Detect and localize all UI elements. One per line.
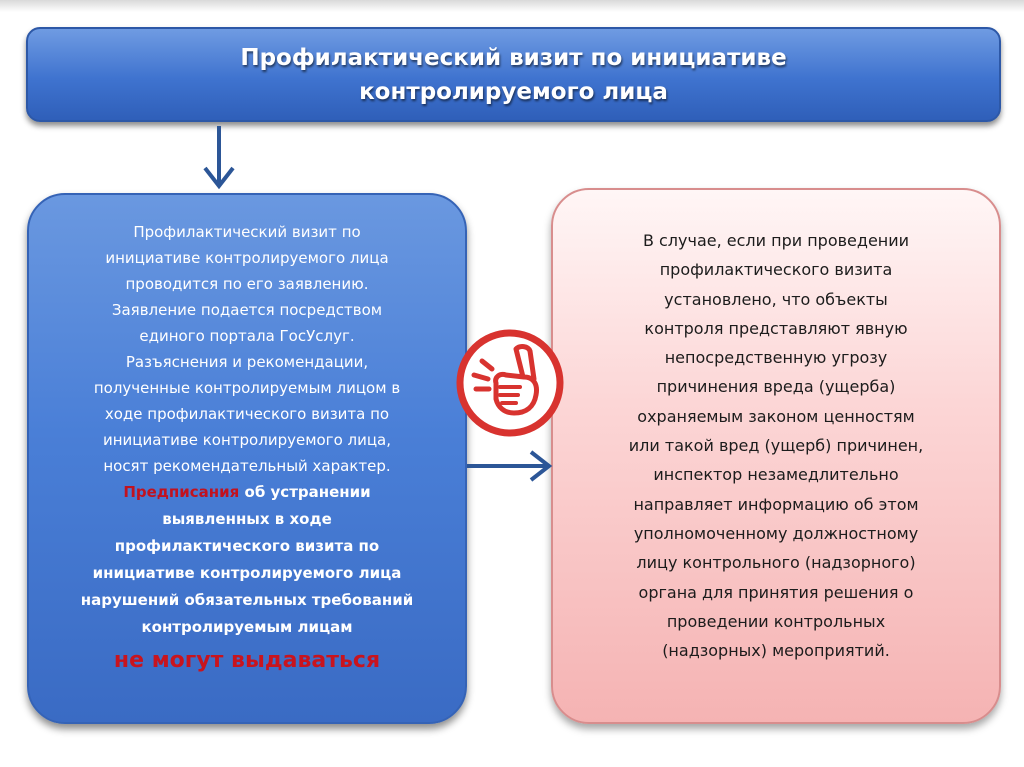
title-line-2: контролируемого лица: [359, 78, 668, 105]
right-text-line: уполномоченному должностному: [633, 523, 919, 543]
left-bold-line: профилактического визита по: [114, 537, 380, 555]
left-text-line: ходе профилактического визита по: [104, 405, 390, 423]
left-text-line: проводится по его заявлению.: [125, 275, 369, 293]
right-text-line: или такой вред (ущерб) причинен,: [628, 436, 924, 456]
left-text-line: Профилактический визит по: [133, 223, 361, 241]
left-text-line: единого портала ГосУслуг.: [139, 327, 355, 345]
top-edge-shadow: [0, 0, 1024, 12]
prescriptions-highlight: Предписания: [123, 483, 240, 501]
right-text-line: контроля представляют явную: [644, 318, 908, 338]
right-text-line: (надзорных) мероприятий.: [662, 641, 890, 661]
left-text-line: Заявление подается посредством: [111, 301, 383, 319]
right-text-line: охраняемым законом ценностям: [637, 406, 915, 426]
right-text-line: органа для принятия решения о: [638, 582, 914, 602]
left-bold-line: контролируемым лицам: [141, 618, 353, 636]
prescriptions-rest: об устранении: [239, 483, 371, 501]
stop-hand-icon: [454, 327, 566, 439]
right-text-line: непосредственную угрозу: [664, 348, 888, 368]
arrow-down-icon: [205, 126, 233, 186]
left-info-panel: [27, 193, 467, 724]
right-info-panel: [551, 188, 1001, 724]
right-text-line: профилактического визита: [659, 260, 893, 280]
right-text-line: причинения вреда (ущерба): [656, 377, 896, 397]
right-text-line: установлено, что объекты: [664, 289, 888, 309]
left-text-line: Разъяснения и рекомендации,: [125, 353, 369, 371]
right-text-line: проведении контрольных: [666, 611, 886, 631]
left-bold-line: инициативе контролируемого лица: [92, 564, 402, 582]
right-text-line: инспектор незамедлительно: [653, 465, 899, 485]
right-text-line: В случае, если при проведении: [642, 231, 910, 250]
arrow-right-icon: [467, 452, 549, 480]
title-banner: [26, 27, 1001, 122]
prohibition-text: не могут выдаваться: [113, 648, 381, 673]
left-text-line: носят рекомендательный характер.: [103, 457, 391, 475]
left-bold-line: нарушений обязательных требований: [80, 591, 414, 609]
left-bold-line: выявленных в ходе: [162, 510, 332, 528]
title-line-1: Профилактический визит по инициативе: [240, 44, 787, 71]
left-text-line: полученные контролируемым лицом в: [93, 379, 401, 397]
right-text-line: лицу контрольного (надзорного): [636, 553, 916, 573]
left-text-line: инициативе контролируемого лица: [105, 249, 389, 267]
right-text-line: направляет информацию об этом: [633, 494, 919, 514]
left-text-line: инициативе контролируемого лица,: [102, 431, 392, 449]
prescriptions-line: [29, 479, 465, 506]
